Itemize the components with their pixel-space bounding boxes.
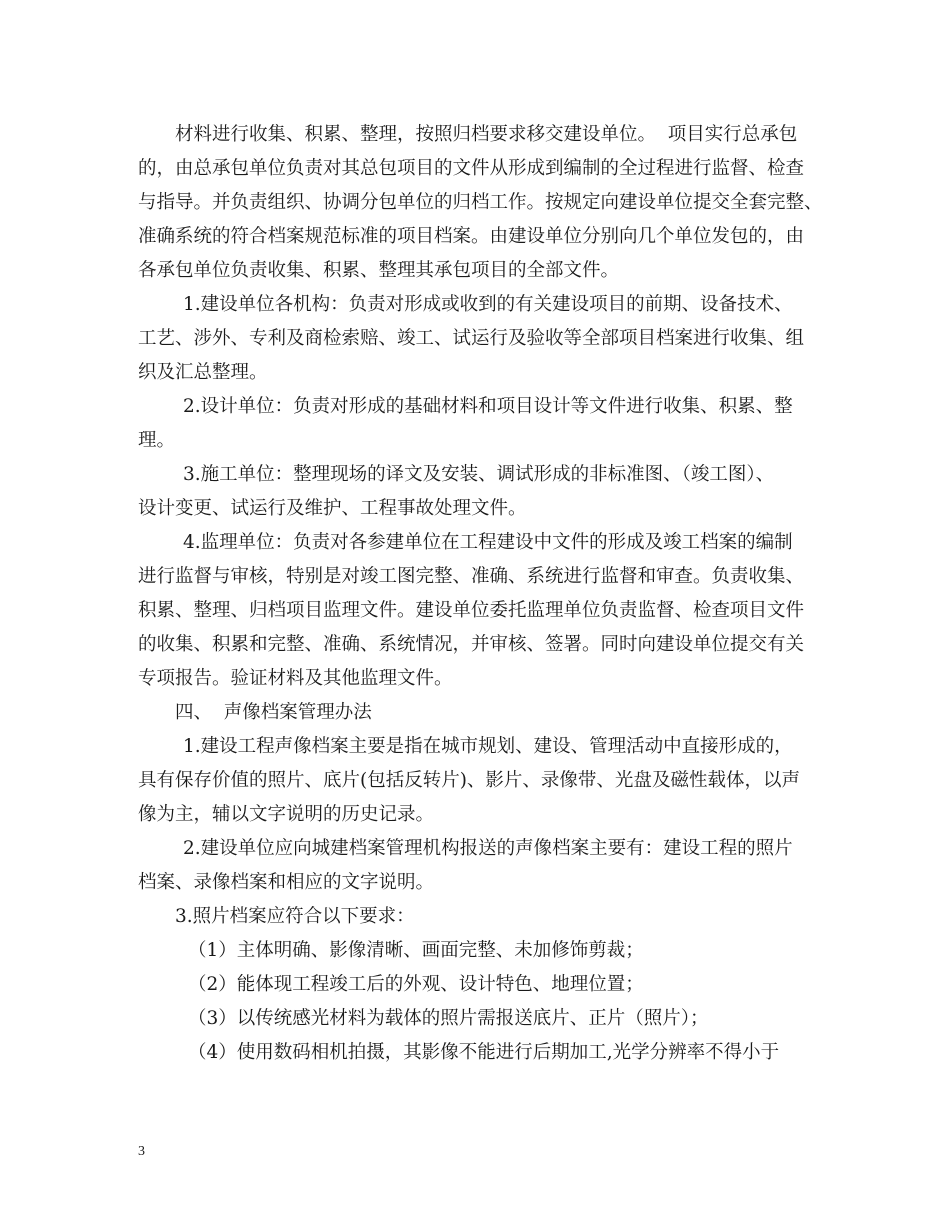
list-item-line: 4.监理单位：负责对各参建单位在工程建设中文件的形成及竣工档案的编制 xyxy=(183,532,793,553)
list-item-line: 1.建设工程声像档案主要是指在城市规划、建设、管理活动中直接形成的， xyxy=(183,736,793,757)
sub-item-line: （4）使用数码相机拍摄，其影像不能进行后期加工,光学分辨率不得小于 xyxy=(188,1042,780,1063)
paragraph-line: 各承包单位负责收集、积累、整理其承包项目的全部文件。 xyxy=(138,260,620,281)
list-item-line: 1.建设单位各机构：负责对形成或收到的有关建设项目的前期、设备技术、 xyxy=(183,294,793,315)
list-item-line: 的收集、积累和完整、准确、系统情况，并审核、签署。同时向建设单位提交有关 xyxy=(138,634,805,655)
paragraph-line: 材料进行收集、积累、整理，按照归档要求移交建设单位。 项目实行总承包 xyxy=(175,124,798,145)
paragraph-line: 与指导。并负责组织、协调分包单位的归档工作。按规定向建设单位提交全套完整、 xyxy=(138,192,823,213)
list-item-line: 织及汇总整理。 xyxy=(138,362,268,383)
list-item-line: 2.建设单位应向城建档案管理机构报送的声像档案主要有：建设工程的照片 xyxy=(183,838,793,859)
paragraph-line: 准确系统的符合档案规范标准的项目档案。由建设单位分别向几个单位发包的，由 xyxy=(138,226,805,247)
page-number: 3 xyxy=(138,1144,145,1159)
sub-item-line: （3）以传统感光材料为载体的照片需报送底片、正片（照片）； xyxy=(188,1008,709,1029)
section-heading: 四、 声像档案管理办法 xyxy=(175,702,372,723)
list-item-line: 理。 xyxy=(138,430,176,451)
list-item-line: 积累、整理、归档项目监理文件。建设单位委托监理单位负责监督、检查项目文件 xyxy=(138,600,805,621)
list-item-line: 3.施工单位：整理现场的译文及安装、调试形成的非标准图、（竣工图）、 xyxy=(183,464,775,485)
list-item-line: 2.设计单位：负责对形成的基础材料和项目设计等文件进行收集、积累、整 xyxy=(183,396,793,417)
list-item-line: 像为主，辅以文字说明的历史记录。 xyxy=(138,804,435,825)
list-item-line: 专项报告。验证材料及其他监理文件。 xyxy=(138,668,453,689)
list-item-line: 3.照片档案应符合以下要求： xyxy=(175,906,415,927)
list-item-line: 进行监督与审核，特别是对竣工图完整、准确、系统进行监督和审查。负责收集、 xyxy=(138,566,805,587)
sub-item-line: （1）主体明确、影像清晰、画面完整、未加修饰剪裁； xyxy=(188,940,644,961)
document-body xyxy=(138,118,828,1070)
list-item-line: 设计变更、试运行及维护、工程事故处理文件。 xyxy=(138,498,527,519)
list-item-line: 档案、录像档案和相应的文字说明。 xyxy=(138,872,435,893)
paragraph-line: 的，由总承包单位负责对其总包项目的文件从形成到编制的全过程进行监督、检查 xyxy=(138,158,805,179)
list-item-line: 具有保存价值的照片、底片(包括反转片)、影片、录像带、光盘及磁性载体，以声 xyxy=(138,770,800,791)
sub-item-line: （2）能体现工程竣工后的外观、设计特色、地理位置； xyxy=(188,974,644,995)
list-item-line: 工艺、涉外、专利及商检索赔、竣工、试运行及验收等全部项目档案进行收集、组 xyxy=(138,328,805,349)
